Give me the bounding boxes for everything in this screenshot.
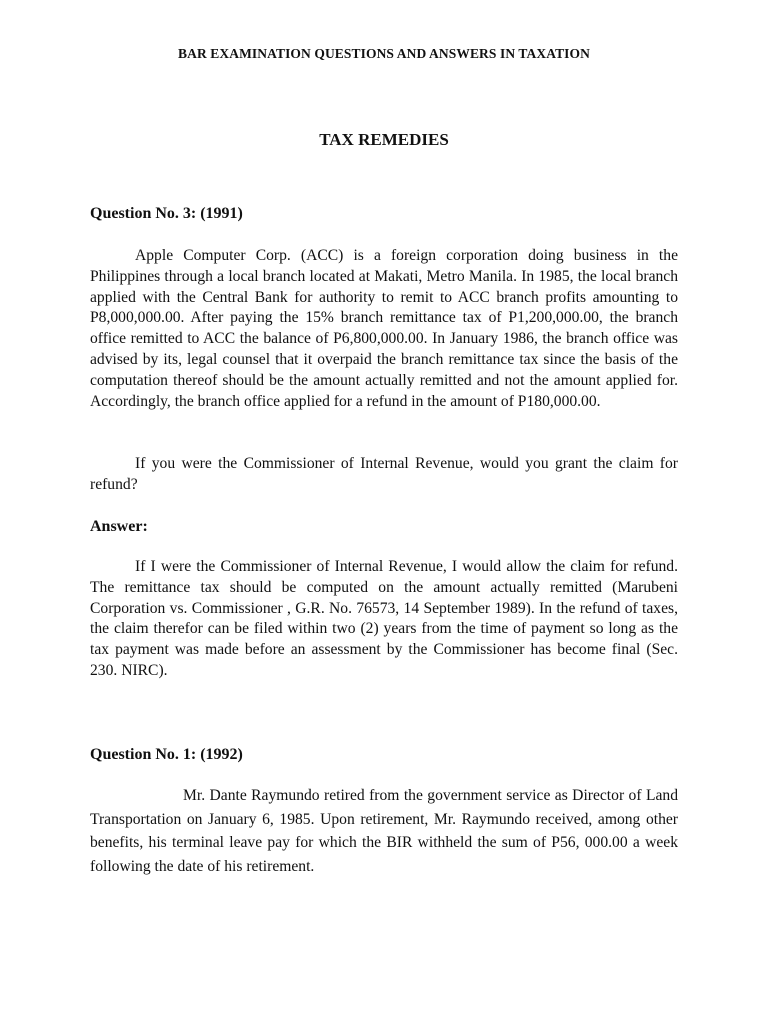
question-paragraph-1992: Mr. Dante Raymundo retired from the government service as Director of Land Transportation on January 6, 1985. Upon retirement, Mr. Raymundo received, among other benefits, his terminal leave pay for which the BIR withheld the sum of P56, 000.00 a week following the date of his retirement. [90,787,678,875]
section-title: TAX REMEDIES [319,130,449,149]
running-header: BAR EXAMINATION QUESTIONS AND ANSWERS IN TAXATION [178,46,590,61]
question-paragraph-1991: Apple Computer Corp. (ACC) is a foreign corporation doing business in the Philippines through a local branch located at Makati, Metro Manila. In 1985, the local branch applied with the Central Bank for authority to remit to ACC branch profits amounting to P8,000,000.00. After paying the 15% branch remittance tax of P1,200,000.00, the branch office remitted to ACC the balance of P6,800,000.00. In January 1986, the branch office was advised by its, legal counsel that it overpaid the branch remittance tax since the basis of the computation thereof should be the amount actually remitted and not the amount applied for. Accordingly, the branch office applied for a refund in the amount of P180,000.00. [90,247,678,410]
answer-paragraph-1991: If I were the Commissioner of Internal Revenue, I would allow the claim for refund. The remittance tax should be computed on the amount actually remitted (Marubeni Corporation vs. Commissioner , G.R. No. 76573, 14 September 1989). In the refund of taxes, the claim therefor can be filed within two (2) years from the time of payment so long as the tax payment was made before an assessment by the Commissioner has become final (Sec. 230. NIRC). [90,558,678,679]
question-heading-1991: Question No. 3: (1991) [90,205,243,222]
question-prompt-1991: If you were the Commissioner of Internal Revenue, would you grant the claim for refund? [90,455,678,493]
question-heading-1992: Question No. 1: (1992) [90,746,243,763]
answer-heading-1991: Answer: [90,518,148,535]
